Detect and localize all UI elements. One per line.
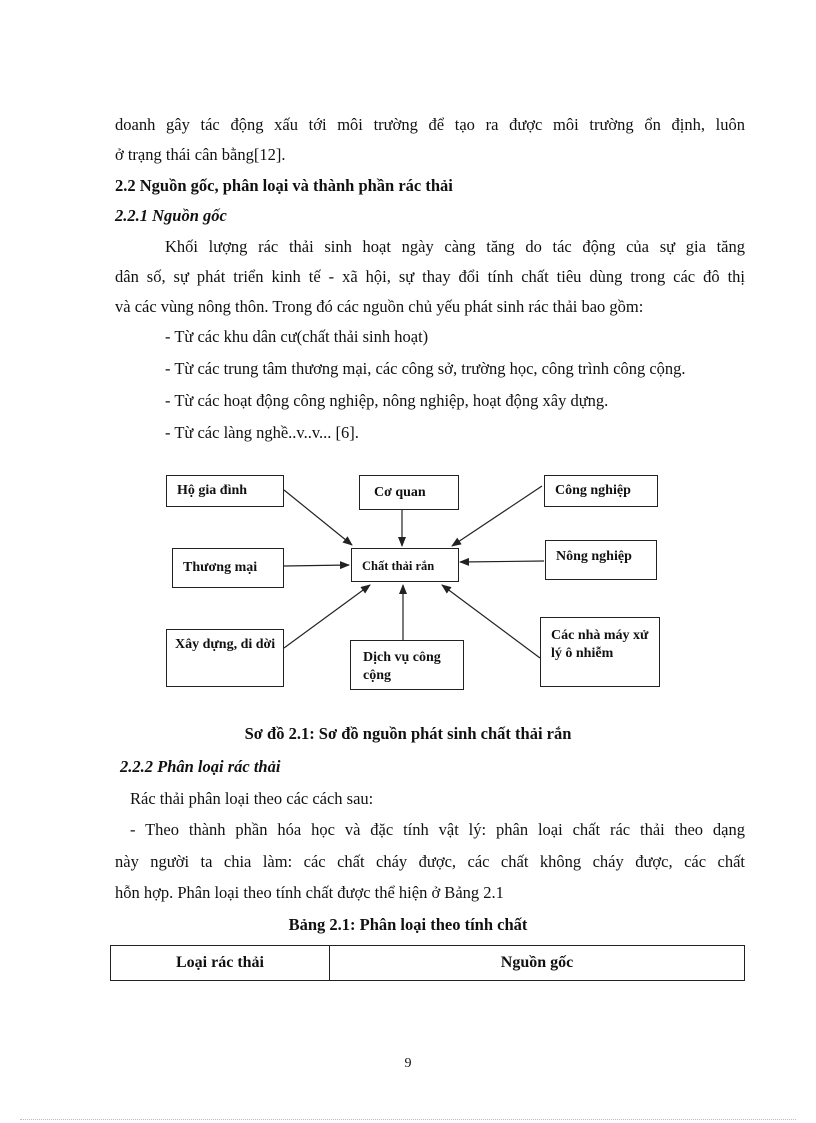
arrow-commerce [284,565,349,566]
bullet-item: - Từ các hoạt động công nghiệp, nông nghiệp, hoạt động xây dựng. [165,391,609,410]
arrow-industry [452,486,542,546]
bullet-item: - Từ các khu dân cư(chất thải sinh hoạt) [165,327,429,346]
source-box-public-service: Dịch vụ công cộng [350,640,464,690]
subsection-heading-origin: 2.2.1 Nguồn gốc [115,206,227,225]
table-caption: Bảng 2.1: Phân loại theo tính chất [288,915,528,934]
source-box-household: Hộ gia đình [166,475,284,507]
page-edge-divider [20,1119,796,1120]
classify-paragraph-line-3: hỗn hợp. Phân loại theo tính chất được thể hiện ở Bảng 2.1 [115,883,504,902]
table-header-origin: Nguồn gốc [330,946,745,981]
page-number: 9 [404,1056,412,1071]
arrow-construction [284,585,370,648]
source-box-agency: Cơ quan [359,475,459,510]
center-box-solid-waste: Chất thải rắn [351,548,459,582]
paragraph-continuation-line-2: ở trạng thái cân bằng[12]. [115,145,286,164]
source-box-commerce: Thương mại [172,548,284,588]
table-header-waste-type: Loại rác thải [111,946,330,981]
paragraph-continuation-line-1: doanh gây tác động xấu tới môi trường để tạo ra được môi trường ổn định, luôn [115,115,745,134]
subsection-heading-classify: 2.2.2 Phân loại rác thải [120,757,281,776]
bullet-item: - Từ các làng nghề..v..v... [6]. [165,423,359,442]
origin-paragraph-line-1: Khối lượng rác thải sinh hoạt ngày càng tăng do tác động của sự gia tăng [165,237,745,256]
table-header-row [111,946,745,981]
source-box-industry: Công nghiệp [544,475,658,507]
arrow-agriculture [460,561,544,562]
diagram-caption: Sơ đồ 2.1: Sơ đồ nguồn phát sinh chất thải rắn [244,724,572,743]
section-heading: 2.2 Nguồn gốc, phân loại và thành phần rác thải [115,176,453,195]
source-box-agriculture: Nông nghiệp [545,540,657,580]
bullet-item: - Từ các trung tâm thương mại, các công sở, trường học, công trình công cộng. [165,359,686,378]
arrow-household [284,490,352,545]
origin-paragraph-line-2: dân số, sự phát triển kinh tế - xã hội, sự thay đổi tính chất tiêu dùng trong các đô thị [115,267,745,286]
origin-paragraph-line-3: và các vùng nông thôn. Trong đó các nguồn chủ yếu phát sinh rác thải bao gồm: [115,297,644,316]
classify-intro: Rác thải phân loại theo các cách sau: [130,789,374,808]
source-box-treatment-plants: Các nhà máy xử lý ô nhiễm [540,617,660,687]
classify-paragraph-line-1: - Theo thành phần hóa học và đặc tính vật lý: phân loại chất rác thải theo dạng [130,820,745,839]
classify-paragraph-line-2: này người ta chia làm: các chất cháy được, các chất không cháy được, các chất [115,852,745,871]
source-box-construction: Xây dựng, di dời [166,629,284,687]
classification-table [110,945,745,981]
